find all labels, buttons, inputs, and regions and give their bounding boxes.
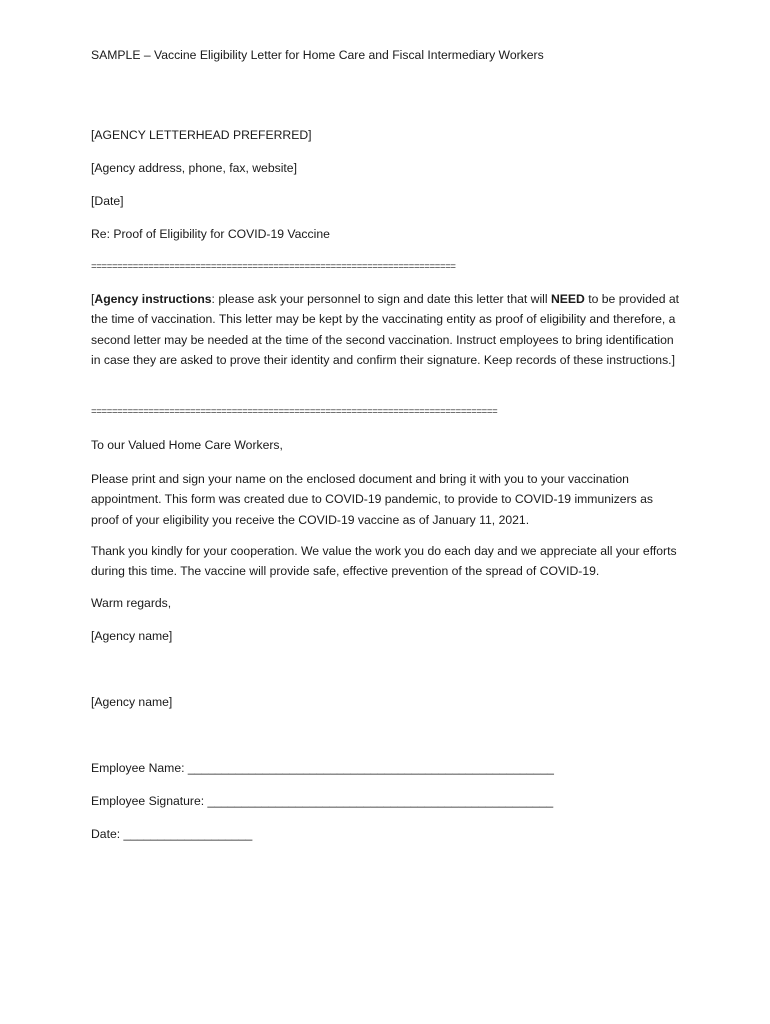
- salutation: To our Valued Home Care Workers,: [91, 438, 283, 452]
- subject-line: Re: Proof of Eligibility for COVID-19 Vaccine: [91, 227, 330, 241]
- divider-bottom: ==============================================================================: [91, 406, 498, 417]
- date-placeholder: [Date]: [91, 194, 124, 208]
- body-paragraph-1: Please print and sign your name on the enclosed document and bring it with you to your vaccination appointment. This form was created due to COVID-19 pandemic, to provide to COVID-19 immunizers as proof of your eligibility you receive the COVID-19 vaccine as of January 11, 2021.: [91, 472, 653, 527]
- letterhead-placeholder: [AGENCY LETTERHEAD PREFERRED]: [91, 128, 312, 142]
- document-title: SAMPLE – Vaccine Eligibility Letter for Home Care and Fiscal Intermediary Workers: [91, 48, 544, 62]
- closing: Warm regards,: [91, 596, 172, 610]
- body-paragraph-2: Thank you kindly for your cooperation. We value the work you do each day and we appreciate all your efforts during this time. The vaccine will provide safe, effective prevention of the spread of COVID-19.: [91, 544, 677, 579]
- agency-name-1: [Agency name]: [91, 629, 173, 643]
- employee-name-field: Employee Name: ______________________________________________________: [91, 761, 554, 775]
- instructions-label: Agency instructions: [94, 292, 212, 306]
- employee-signature-field: Employee Signature: ___________________________________________________: [91, 794, 554, 808]
- date-field: Date: ___________________: [91, 827, 253, 841]
- instructions-text-1: : please ask your personnel to sign and date this letter that will: [211, 292, 551, 306]
- agency-instructions: [91, 289, 681, 370]
- instructions-open-bracket: [: [91, 292, 95, 306]
- agency-address-placeholder: [Agency address, phone, fax, website]: [91, 161, 297, 175]
- instructions-emphasis: NEED: [550, 292, 585, 306]
- divider-top: ======================================================================: [91, 261, 456, 272]
- agency-name-2: [Agency name]: [91, 695, 173, 709]
- instructions-text-2: to be provided at the time of vaccination. This letter may be kept by the vaccinating entity as proof of eligibility and therefore, a second letter may be needed at the time of the second vaccination. Instruct employees to bring identification in case they are asked to prove their identity and confirm their signature. Keep records of these instructions.]: [91, 292, 680, 367]
